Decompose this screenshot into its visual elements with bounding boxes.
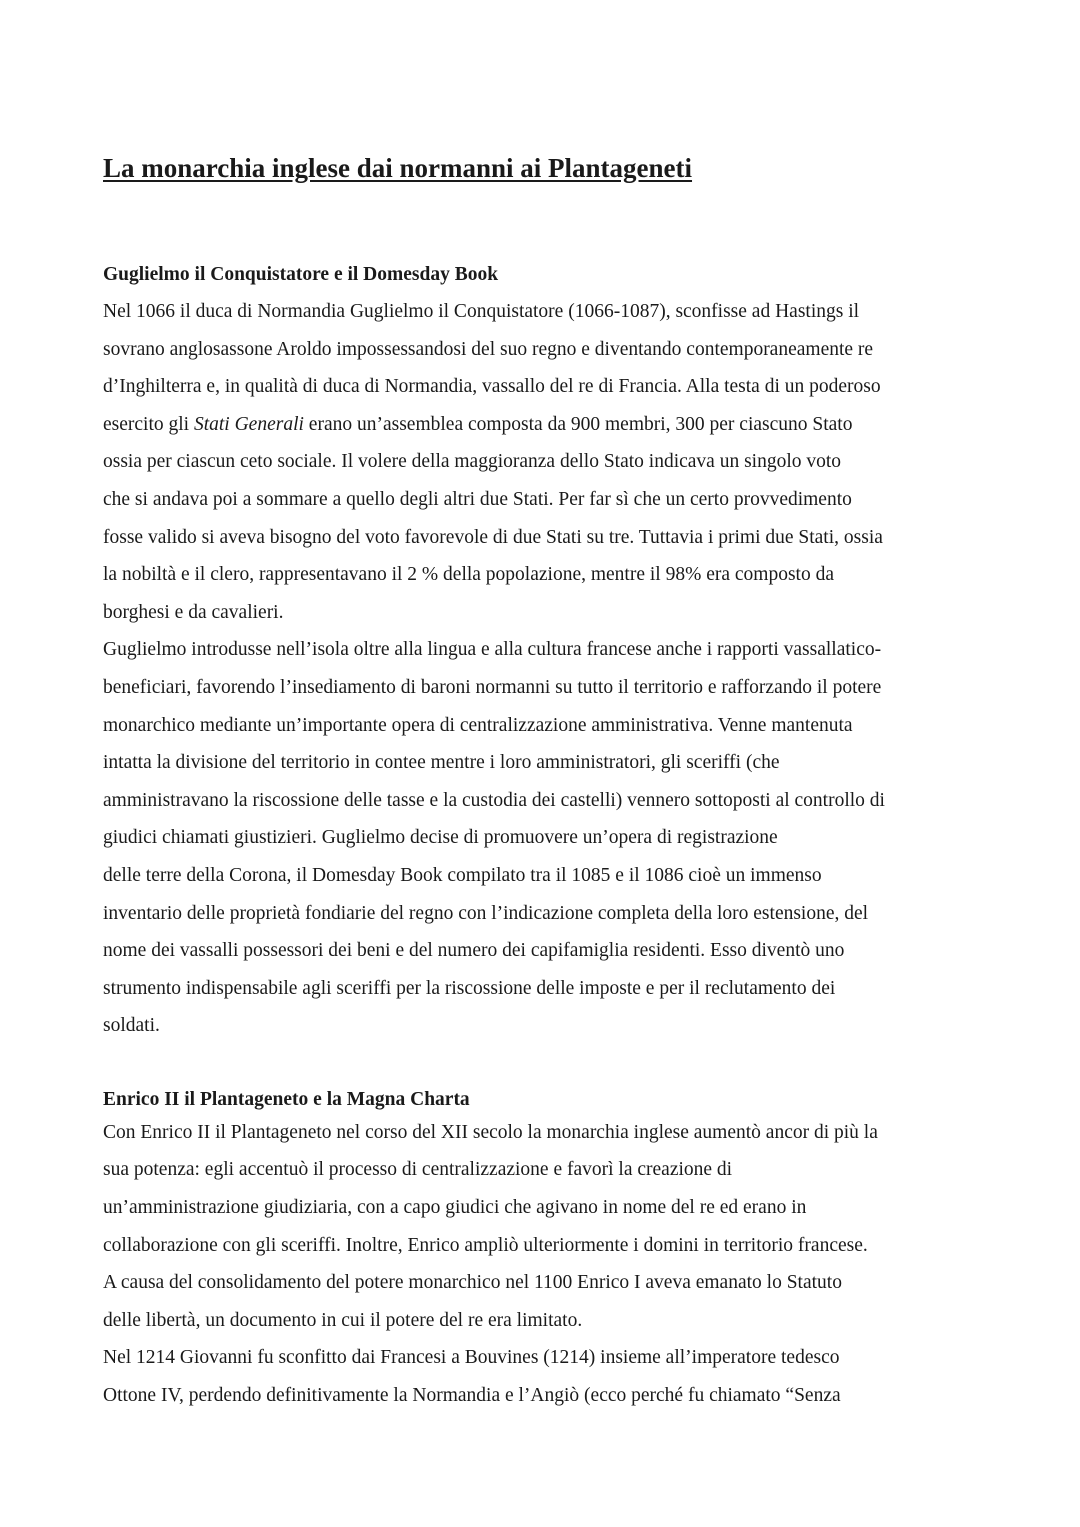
text-line: la nobiltà e il clero, rappresentavano il 2 % della popolazione, mentre il 98% era composto da bbox=[103, 564, 834, 586]
text-line: sua potenza: egli accentuò il processo di centralizzazione e favorì la creazione di bbox=[103, 1159, 733, 1181]
text-line: A causa del consolidamento del potere monarchico nel 1100 Enrico I aveva emanato lo Statuto bbox=[103, 1272, 842, 1294]
text-line: fosse valido si aveva bisogno del voto favorevole di due Stati su tre. Tuttavia i primi due Stati, ossia bbox=[103, 526, 883, 548]
text-line: giudici chiamati giustizieri. Guglielmo decise di promuovere un’opera di registrazione bbox=[103, 827, 778, 849]
section-body-guglielmo bbox=[103, 293, 983, 1045]
text-segment: erano un’assemblea composta da 900 membri, 300 per ciascuno Stato bbox=[303, 413, 853, 435]
text-line: Con Enrico II il Plantageneto nel corso del XII secolo la monarchia inglese aumentò ancor di più la bbox=[103, 1121, 878, 1143]
text-line: un’amministrazione giudiziaria, con a capo giudici che agivano in nome del re ed erano in bbox=[103, 1197, 807, 1219]
text-line: Nel 1214 Giovanni fu sconfitto dai Francesi a Bouvines (1214) insieme all’imperatore tedesco bbox=[103, 1347, 840, 1369]
text-line: ossia per ciascun ceto sociale. Il volere della maggioranza dello Stato indicava un singolo voto bbox=[103, 451, 842, 473]
text-line: strumento indispensabile agli sceriffi per la riscossione delle imposte e per il reclutamento dei bbox=[103, 977, 836, 999]
text-line: monarchico mediante un’importante opera di centralizzazione amministrativa. Venne mantenuta bbox=[103, 714, 853, 736]
text-line: intatta la divisione del territorio in contee mentre i loro amministratori, gli sceriffi (che bbox=[103, 752, 780, 774]
text-line: delle libertà, un documento in cui il potere del re era limitato. bbox=[103, 1309, 583, 1331]
text-line: che si andava poi a sommare a quello degli altri due Stati. Per far sì che un certo provvedimento bbox=[103, 488, 852, 510]
text-line bbox=[103, 406, 983, 444]
text-line: Nel 1066 il duca di Normandia Guglielmo il Conquistatore (1066-1087), sconfisse ad Hastings il bbox=[103, 301, 860, 322]
section-heading-guglielmo: Guglielmo il Conquistatore e il Domesday Book bbox=[103, 264, 499, 285]
text-line: soldati. bbox=[103, 1015, 160, 1037]
text-line: nome dei vassalli possessori dei beni e del numero dei capifamiglia residenti. Esso diventò uno bbox=[103, 940, 845, 962]
text-line: Ottone IV, perdendo definitivamente la Normandia e l’Angiò (ecco perché fu chiamato “Senza bbox=[103, 1385, 841, 1407]
document-page bbox=[103, 150, 983, 1415]
text-line: d’Inghilterra e, in qualità di duca di Normandia, vassallo del re di Francia. Alla testa di un poderoso bbox=[103, 376, 881, 398]
section-body-enrico bbox=[103, 1114, 983, 1415]
text-line: borghesi e da cavalieri. bbox=[103, 601, 284, 623]
text-line: Guglielmo introdusse nell’isola oltre alla lingua e alla cultura francese anche i rapporti vassallatico- bbox=[103, 639, 882, 661]
text-line: beneficiari, favorendo l’insediamento di baroni normanni su tutto il territorio e rafforzando il potere bbox=[103, 676, 882, 698]
text-line: amministravano la riscossione delle tasse e la custodia dei castelli) vennero sottoposti al controllo di bbox=[103, 789, 885, 811]
document-title: La monarchia inglese dai normanni ai Plantageneti bbox=[103, 153, 693, 183]
italic-term-stati-generali: Stati Generali bbox=[193, 413, 304, 435]
text-line: delle terre della Corona, il Domesday Book compilato tra il 1085 e il 1086 cioè un immenso bbox=[103, 864, 822, 886]
text-line: sovrano anglosassone Aroldo impossessandosi del suo regno e diventando contemporaneamente re bbox=[103, 338, 874, 360]
text-line: collaborazione con gli sceriffi. Inoltre, Enrico ampliò ulteriormente i domini in territorio francese. bbox=[103, 1234, 868, 1256]
text-segment: esercito gli bbox=[103, 413, 194, 435]
section-heading-enrico: Enrico II il Plantageneto e la Magna Charta bbox=[103, 1088, 470, 1110]
text-line: inventario delle proprietà fondiarie del regno con l’indicazione completa della loro estensione, del bbox=[103, 902, 869, 924]
